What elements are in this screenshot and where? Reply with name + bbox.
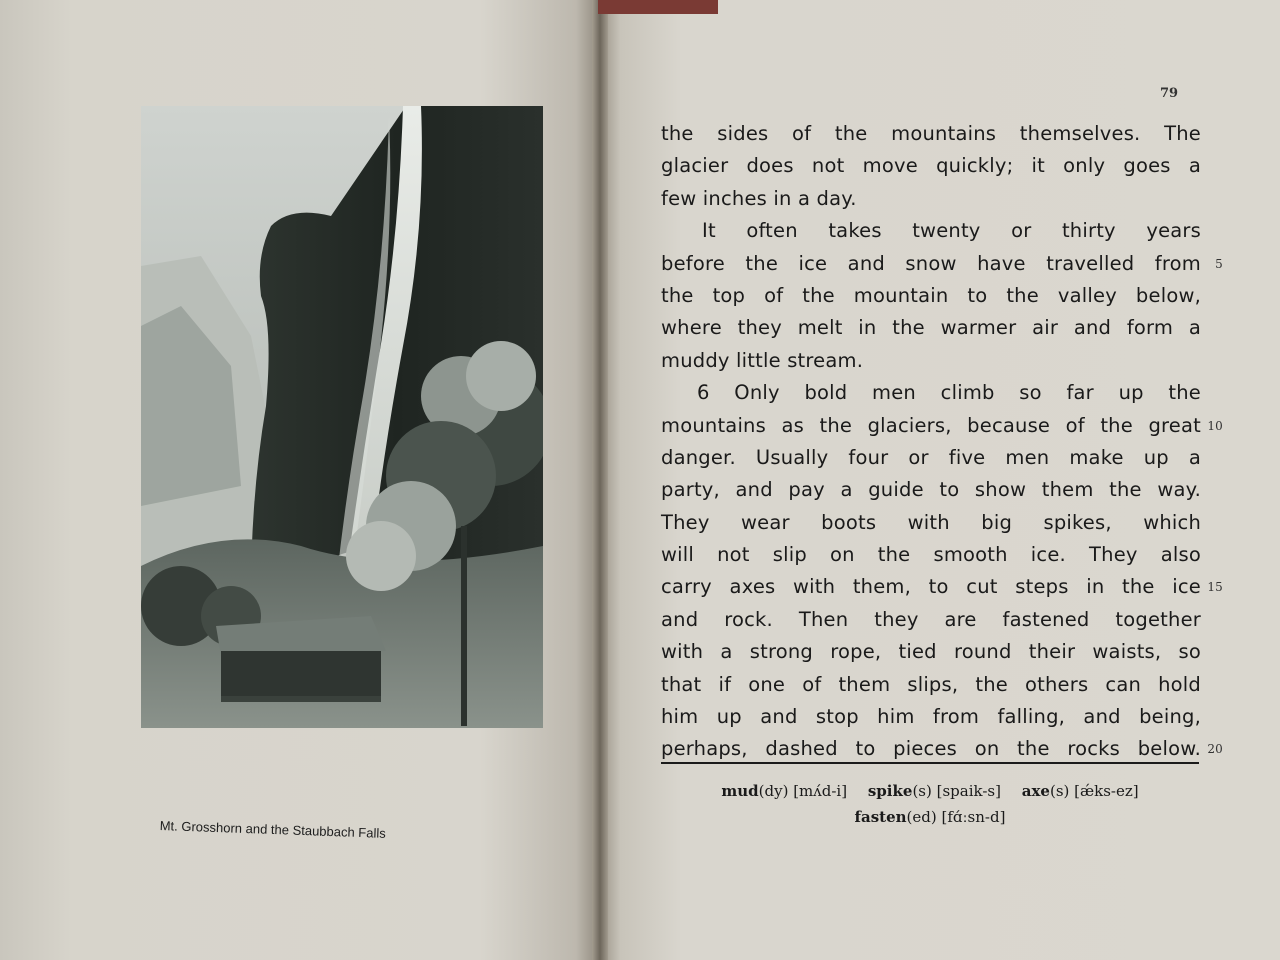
- line-number: 15: [1207, 580, 1223, 595]
- vocab-entry: mud(dy) [mʌ́d-i]: [721, 782, 848, 800]
- text-line: [661, 312, 1201, 344]
- line-number: 20: [1207, 742, 1223, 757]
- text-line: [661, 215, 1201, 247]
- book-cover-edge: [598, 0, 718, 14]
- text-line: [661, 150, 1201, 182]
- text-line: [661, 280, 1201, 312]
- text-line: [661, 507, 1201, 539]
- text-line: [661, 539, 1201, 571]
- text-line: [661, 410, 1223, 442]
- waterfall-photograph: [141, 106, 543, 728]
- text-line-content: and rock. Then they are fastened together: [661, 607, 1201, 631]
- body-text: [661, 118, 1223, 766]
- text-line: [661, 345, 1201, 377]
- vocab-entry: axe(s) [ǽks-ez]: [1021, 782, 1139, 800]
- text-line: [661, 442, 1201, 474]
- text-line-content: few inches in a day.: [661, 186, 857, 210]
- text-line-content: carry axes with them, to cut steps in the ice: [661, 575, 1201, 599]
- text-line: [661, 571, 1223, 603]
- text-line-content: danger. Usually four or five men make up a: [661, 445, 1201, 469]
- line-number: 10: [1207, 418, 1223, 433]
- vocab-entry: spike(s) [spaik-s]: [867, 782, 1001, 800]
- text-line: [661, 377, 1201, 409]
- vocabulary-list: [661, 778, 1199, 830]
- text-line-content: glacier does not move quickly; it only goes a: [661, 154, 1201, 178]
- text-line-content: the sides of the mountains themselves. The: [661, 122, 1201, 145]
- text-line-content: where they melt in the warmer air and form a: [661, 316, 1201, 340]
- line-number: 5: [1215, 256, 1223, 271]
- text-line: [661, 636, 1201, 668]
- photo-caption: Mt. Grosshorn and the Staubbach Falls: [159, 818, 387, 841]
- text-line: [661, 248, 1223, 280]
- text-line: [661, 604, 1201, 636]
- text-line-content: will not slip on the smooth ice. They also: [661, 543, 1201, 567]
- footnote-rule: [661, 762, 1199, 764]
- vocab-entry: fasten(ed) [fɑ́ːsn-d]: [854, 808, 1006, 826]
- text-line-content: It often takes twenty or thirty years: [702, 219, 1201, 243]
- page-number: 79: [1160, 86, 1179, 101]
- text-line-content: perhaps, dashed to pieces on the rocks below.: [661, 737, 1201, 761]
- text-line-content: with a strong rope, tied round their waists, so: [661, 640, 1201, 664]
- book-gutter: [592, 0, 608, 960]
- text-line-content: 6 Only bold men climb so far up the: [697, 381, 1201, 405]
- text-line: [661, 733, 1223, 765]
- text-line-content: party, and pay a guide to show them the way.: [661, 478, 1201, 502]
- text-line: [661, 474, 1201, 506]
- text-line: [661, 118, 1201, 150]
- text-line-content: before the ice and snow have travelled from: [661, 251, 1201, 275]
- text-line: [661, 669, 1201, 701]
- text-line: [661, 701, 1201, 733]
- text-line-content: him up and stop him from falling, and being,: [661, 705, 1201, 729]
- text-line-content: They wear boots with big spikes, which: [661, 510, 1201, 534]
- text-line: [661, 183, 1201, 215]
- text-line-content: mountains as the glaciers, because of the great: [661, 413, 1201, 437]
- text-line-content: the top of the mountain to the valley below,: [661, 283, 1201, 307]
- text-line-content: that if one of them slips, the others can hold: [661, 672, 1201, 696]
- text-line-content: muddy little stream.: [661, 348, 864, 372]
